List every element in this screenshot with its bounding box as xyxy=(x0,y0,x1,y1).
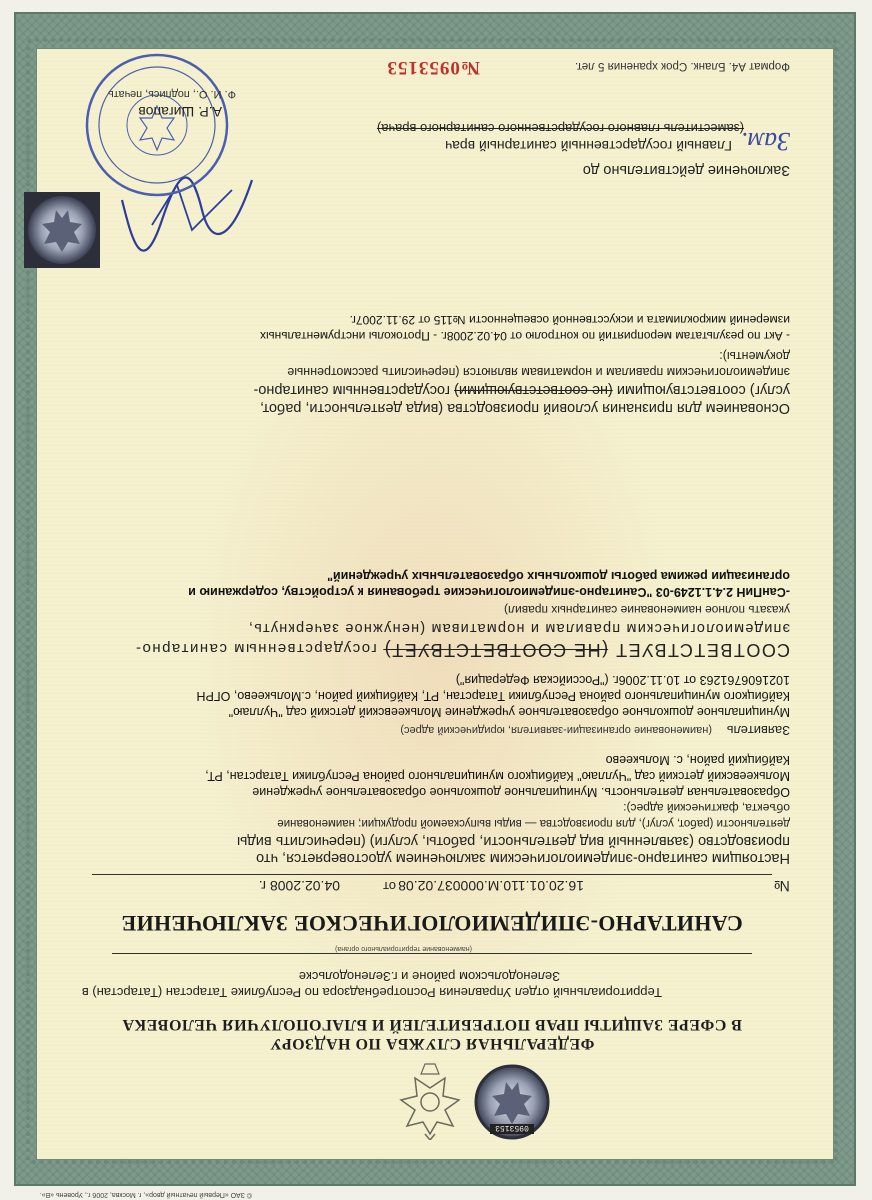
basis-document-line1: - Акт по результатам мероприятий по контролю от 04.02.2008г. - Протоколы инструментальных xyxy=(260,329,790,343)
basis-document-line2: измерений микроклимата и искусственной освещенности №115 от 29.11.2007г. xyxy=(349,313,790,327)
hologram-code: 0953153 xyxy=(495,1123,529,1132)
intro-line4: объекта, фактический адрес): xyxy=(623,801,790,815)
number-row-underline xyxy=(92,874,772,875)
hologram-icon xyxy=(472,1062,552,1142)
signer-position-line1: Главный государственный санитарный врач xyxy=(445,138,732,154)
conformity-status: СООТВЕТСТВУЕТ xyxy=(614,640,790,660)
basis-line3: эпидемиологическим правилам и нормативам являются (перечислить рассмотренные xyxy=(287,365,790,379)
object-line2: Молькеевский детский сад "Чуллаю" Кайбицкого муниципального района Республики Татарстан, РТ, xyxy=(205,769,790,783)
coat-of-arms-icon xyxy=(395,1060,465,1140)
basis-line2-start: услуг) соответствующими xyxy=(616,382,790,398)
object-line1: Образовательная деятельность. Муниципальное дошкольное образовательное учреждение xyxy=(252,785,790,799)
basis-line4: документы): xyxy=(719,349,790,363)
signer-position-line2: (заместитель главного государственного санитарного врача) xyxy=(376,121,744,136)
signer-name: А.Р. Шигапов xyxy=(138,104,222,120)
conformity-line2: эпидемиологическим правилам и нормативам (ненужное зачеркнуть, xyxy=(247,620,790,636)
agency-title-line2: В СФЕРЕ ЗАЩИТЫ ПРАВ ПОТРЕБИТЕЛЕЙ И БЛАГОПОЛУЧИЯ ЧЕЛОВЕКА xyxy=(122,1016,742,1033)
territorial-underline xyxy=(112,953,752,954)
document-title: САНИТАРНО-ЭПИДЕМИОЛОГИЧЕСКОЕ ЗАКЛЮЧЕНИЕ xyxy=(121,911,743,936)
conformity-status-row xyxy=(134,639,790,660)
agency-title-line1: ФЕДЕРАЛЬНАЯ СЛУЖБА ПО НАДЗОРУ xyxy=(269,1035,595,1052)
signer-caption: Ф. И. О., подпись, печать xyxy=(108,88,236,100)
hologram-sticker-icon xyxy=(22,190,102,270)
handwritten-prefix: Зам. xyxy=(741,127,790,156)
conformity-line3: указать полное наименование санитарных правил) xyxy=(504,603,790,617)
basis-line2-end: государственным санитарно- xyxy=(253,382,451,398)
serial-number: №0953153 xyxy=(386,57,480,78)
applicant-line3: 1021606761263 от 10.11.2006г. ("Российская Федерация") xyxy=(455,673,790,687)
official-stamp-icon xyxy=(82,50,232,200)
number-label: № xyxy=(773,877,790,894)
certificate-number: 16.20.01.110.М.000037.02.08 xyxy=(398,878,584,894)
validity-label: Заключение действительно до xyxy=(582,162,790,178)
applicant-caption: (наименование организации-заявителя, юридический адрес) xyxy=(400,724,712,736)
applicant-label: Заявитель xyxy=(726,723,790,738)
applicant-line2: Кайбицкого муниципального района Республики Татарстан, РТ, Кайбицкий район, с.Молькеево, ОГРН xyxy=(196,689,790,703)
form-note: Формат А4. Бланк. Срок хранения 5 лет. xyxy=(574,60,790,72)
intro-line1: Настоящим санитарно-эпидемиологическим заключением удостоверяется, что xyxy=(256,850,790,866)
basis-line2-struck: (не соответствующими) xyxy=(454,382,613,398)
basis-line2 xyxy=(78,381,790,398)
territorial-body-line1: Территориальный отдел Управления Роспотребнадзора по Республике Татарстан (Татарстан) в xyxy=(81,985,662,1000)
certificate-date: 04.02.2008 г. xyxy=(258,878,340,894)
conformity-status-rest: государственным санитарно- xyxy=(134,640,377,657)
conformity-standard-line1: -СанПиН 2.4.1.1249-03 "Санитарно-эпидемиологические требования к устройству, содержанию и xyxy=(188,585,790,599)
applicant-line1: Муниципальное дошкольное образовательное учреждение Молькеевский детский сад "Чуллаю" xyxy=(228,705,790,719)
conformity-standard-line2: организации режима работы дошкольных образовательных учреждений" xyxy=(327,569,790,583)
intro-line2: производство (заявленный вид деятельности, работы, услуги) (перечислить виды xyxy=(236,833,790,849)
territorial-caption: (наименование территориального органа) xyxy=(335,945,472,952)
object-line3: Кайбицкий район, с. Молькеево xyxy=(605,753,790,767)
printer-imprint: © ЗАО «Первый печатный двор», г. Москва, 2006 г., Уровень «В». xyxy=(39,1191,252,1198)
basis-line1: Основанием для признания условий производства (вида деятельности, работ, xyxy=(260,400,790,416)
intro-line3: деятельности (работ, услуг), для производства — виды выпускаемой продукции; наименование xyxy=(277,817,790,829)
conformity-status-struck: (НЕ СООТВЕТСТВУЕТ) xyxy=(383,640,609,660)
territorial-body-line2: Зеленодольском районе и г.Зеленодольске xyxy=(298,969,560,984)
date-from-label: от xyxy=(383,879,396,894)
